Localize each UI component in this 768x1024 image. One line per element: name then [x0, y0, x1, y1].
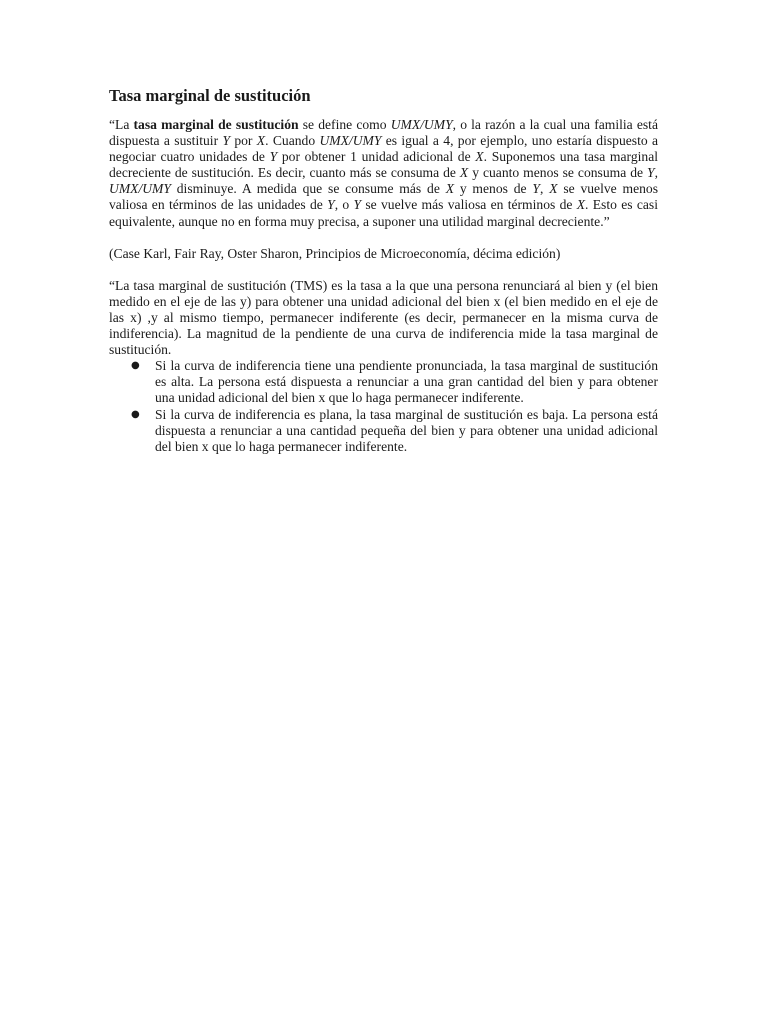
- definition-paragraph: “La tasa marginal de sustitución se define como UMX/UMY, o la razón a la cual una familia está dispuesta a sustituir Y por X. Cuando UMX/UMY es igual a 4, por ejemplo, uno estaría dispuesto a negociar cuatro unidades de Y por obtener 1 unidad adicional de X. Suponemos una tasa marginal decreciente de sustitución. Es decir, cuanto más se consuma de X y cuanto menos se consuma de Y, UMX/UMY disminuye. A medida que se consume más de X y menos de Y, X se vuelve menos valiosa en términos de las unidades de Y, o Y se vuelve más valiosa en términos de X. Esto es casi equivalente, aunque no en forma muy precisa, a suponer una utilidad marginal decreciente.”: [109, 117, 659, 229]
- citation: (Case Karl, Fair Ray, Oster Sharon, Principios de Microeconomía, décima edición): [109, 245, 561, 261]
- bullet-list: [109, 358, 658, 455]
- list-item: [131, 358, 658, 406]
- list-item: [131, 406, 658, 455]
- document-title: Tasa marginal de sustitución: [109, 86, 311, 105]
- bullet-icon: ●: [131, 360, 140, 372]
- bullet-icon: ●: [131, 408, 140, 420]
- list-item-text: Si la curva de indiferencia es plana, la tasa marginal de sustitución es baja. La persona está dispuesta a renunciar a una cantidad pequeña del bien y para obtener una unidad adicional del bien x que lo haga permanecer indiferente.: [155, 406, 658, 454]
- bold-term: tasa marginal de sustitución: [133, 117, 299, 132]
- tms-paragraph: “La tasa marginal de sustitución (TMS) es la tasa a la que una persona renunciará al bien y (el bien medido en el eje de las y) para obtener una unidad adicional del bien x (el bien medido en el eje de las x) ,y al mismo tiempo, permanecer indiferente (es decir, permanecer en la misma curva de indiferencia). La magnitud de la pendiente de una curva de indiferencia mide la tasa marginal de sustitución.: [109, 277, 658, 358]
- list-item-text: Si la curva de indiferencia tiene una pendiente pronunciada, la tasa marginal de sustitución es alta. La persona está dispuesta a renunciar a una gran cantidad del bien y para obtener una unidad adicional del bien x que lo haga permanecer indiferente.: [155, 358, 658, 406]
- document-page: [109, 86, 658, 455]
